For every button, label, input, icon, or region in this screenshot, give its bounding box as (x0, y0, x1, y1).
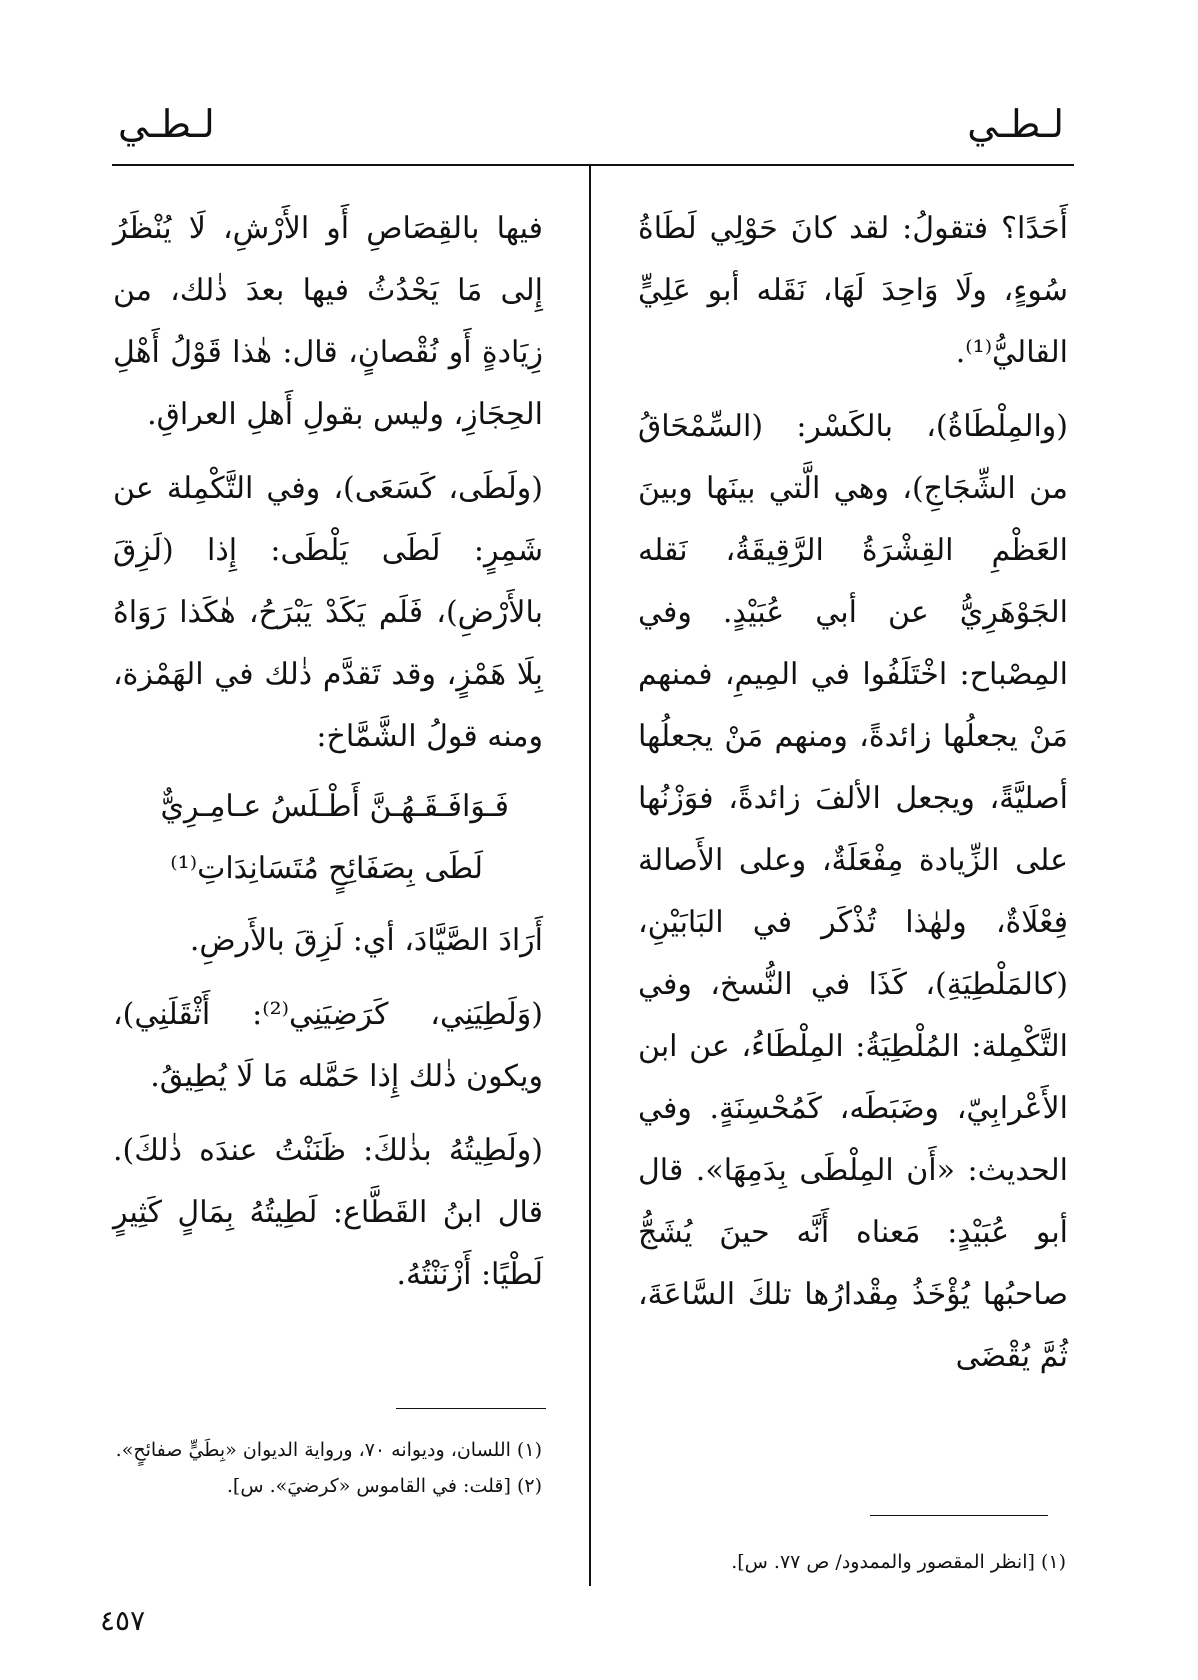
footnote-rule-right (870, 1515, 1048, 1516)
left-paragraph-5: (ولَطِيتُهُ بذٰلكَ: ظَنَنْتُ عندَه ذٰلكَ). قال ابنُ القَطَّاع: لَطِيتُهُ بِمَالٍ كَثِيرٍ لَطْيًا: أَزْنَنْتُهُ. (113, 1133, 543, 1292)
footnote-rule-left (396, 1408, 546, 1409)
left-paragraph-1: فيها بالقِصَاصِ أَو الأَرْشِ، لَا يُنْظَرُ إِلى مَا يَحْدُثُ فيها بعدَ ذٰلك، من زِيَادةٍ أَو نُقْصانٍ، قال: هٰذا قَوْلُ أَهْلِ الحِجَازِ، وليس بقولِ أَهلِ العراقِ. (113, 211, 543, 432)
poetry-verse (113, 776, 543, 900)
running-header-left: لـطـي (118, 102, 215, 146)
left-paragraph-3: أَرَادَ الصَّيَّادَ، أي: لَزِقَ بالأَرضِ. (189, 923, 543, 958)
verse-line-1: فَـوَافَـقَـهُـنَّ أَطْـلَسُ عـامِـرِيٌّ (160, 789, 509, 824)
footnote-left-1: (١) اللسان، وديوانه ٧٠، ورواية الديوان «بِطَيٍّ صفائحٍ». (115, 1439, 542, 1461)
right-column (638, 198, 1068, 1388)
column-divider (589, 166, 591, 1586)
left-column (113, 198, 543, 1306)
footnotes-right (646, 1544, 1066, 1580)
left-paragraph-4: (وَلَطِيَنِي، كَرَضِيَنِي⁽²⁾: أَثْقَلَنِي)، ويكون ذٰلك إِذا حَمَّله مَا لَا يُطِيقُ. (113, 997, 543, 1094)
footnote-right-1: (١) [انظر المقصور والممدود/ ص ٧٧. س]. (731, 1551, 1066, 1573)
page-number: ٤٥٧ (100, 1604, 146, 1637)
verse-line-2: لَطَى بِصَفَائِحٍ مُتَسَانِدَاتِ⁽¹⁾ (170, 851, 483, 886)
running-header-right: لـطـي (967, 102, 1064, 146)
header-rule (112, 164, 1074, 166)
footnotes-left (112, 1432, 542, 1504)
right-paragraph-2: (والمِلْطَاةُ)، بالكَسْر: (السِّمْحَاقُ من الشِّجَاجِ)، وهي الَّتي بينَها وبينَ العَظْمِ القِشْرَةُ الرَّقِيقَةُ، نَقله الجَوْهَرِيُّ عن أبي عُبَيْدٍ. وفي المِصْباح: اخْتَلَفُوا في المِيمِ، فمنهم مَنْ يجعلُها زائدةً، ومنهم مَنْ يجعلُها أصليَّةً، ويجعل الألفَ زائدةً، فوَزْنُها على الزِّيادة مِفْعَلَةٌ، وعلى الأَصالة فِعْلَاةٌ، ولهٰذا تُذْكَر في البَابَيْنِ، (كالمَلْطِيَةِ)، كَذَا في النُّسخ، وفي التَّكْمِلة: المُلْطِيَةُ: المِلْطَاءُ، عن ابن الأَعْرابِيّ، وضَبَطَه، كَمُحْسِنَةٍ. وفي الحديث: «أَن المِلْطَى بِدَمِهَا». قال أبو عُبَيْدٍ: مَعناه أَنَّه حينَ يُشَجُّ صاحبُها يُؤْخَذُ مِقْدارُها تلكَ السَّاعَةَ، ثُمَّ يُقْضَى (638, 409, 1068, 1374)
right-paragraph-1: أَحَدًا؟ فتقولُ: لقد كانَ حَوْلِي لَطَاةُ سُوءٍ، ولَا وَاحِدَ لَهَا، نَقَله أبو عَلِيٍّ القاليُّ⁽¹⁾. (638, 211, 1068, 370)
left-paragraph-2: (ولَطَى، كَسَعَى)، وفي التَّكْمِلة عن شَمِرٍ: لَطَى يَلْطَى: إِذا (لَزِقَ بالأَرْضِ)، فَلَم يَكَدْ يَبْرَحُ، هٰكَذا رَوَاهُ بِلَا هَمْزٍ، وقد تَقدَّم ذٰلك في الهَمْزة، ومنه قولُ الشَّمَّاخ: (113, 471, 543, 754)
footnote-left-2: (٢) [قلت: في القاموس «كرضيَ». س]. (226, 1475, 542, 1497)
